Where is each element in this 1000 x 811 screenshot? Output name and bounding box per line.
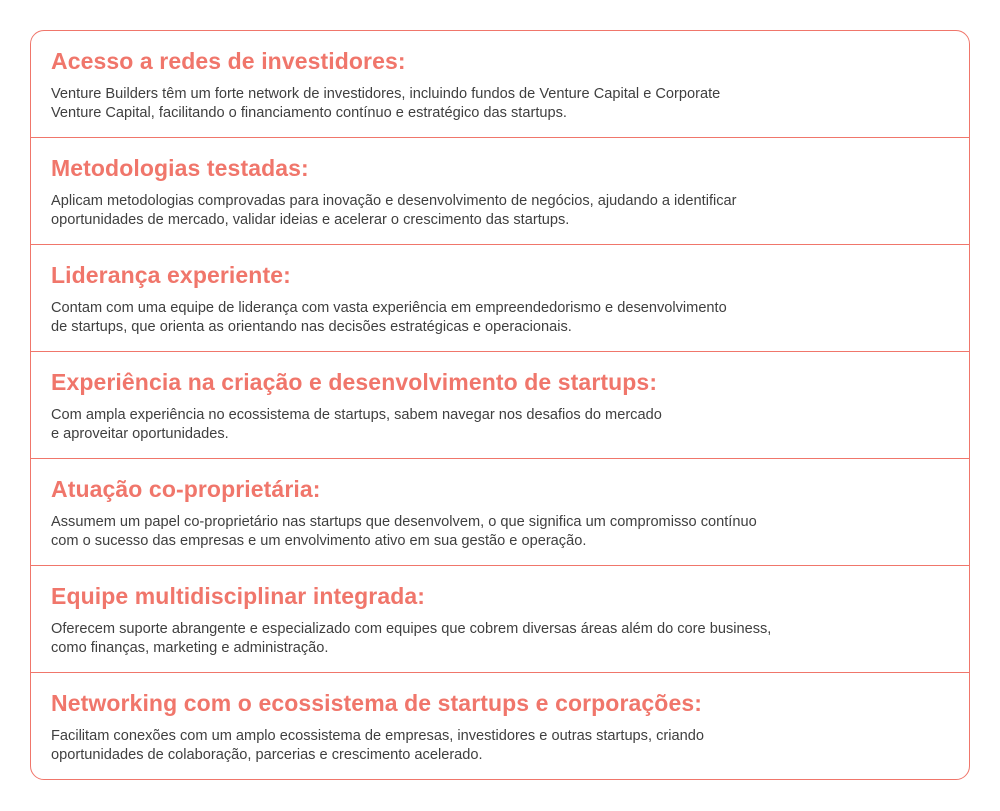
section-networking (31, 673, 969, 779)
section-co-ownership (31, 459, 969, 566)
section-title: Equipe multidisciplinar integrada: (51, 583, 426, 609)
section-title: Metodologias testadas: (51, 155, 309, 181)
section-tested-methodologies (31, 138, 969, 245)
section-description: Facilitam conexões com um amplo ecossistema de empresas, investidores e outras startups, criando oportunidades de colaboração, parcerias e crescimento acelerado. (51, 728, 704, 763)
section-title: Acesso a redes de investidores: (51, 48, 406, 74)
section-description: Oferecem suporte abrangente e especializado com equipes que cobrem diversas áreas além do core business, como finanças, marketing e administração. (51, 621, 772, 656)
section-description: Aplicam metodologias comprovadas para inovação e desenvolvimento de negócios, ajudando a identificar oportunidades de mercado, validar ideias e acelerar o crescimento das startups. (51, 193, 737, 228)
section-description: Venture Builders têm um forte network de investidores, incluindo fundos de Venture Capital e Corporate Venture Capital, facilitando o financiamento contínuo e estratégico das startups. (51, 86, 721, 121)
section-title: Experiência na criação e desenvolvimento de startups: (51, 369, 658, 395)
section-startup-experience (31, 352, 969, 459)
section-title: Atuação co-proprietária: (51, 476, 321, 502)
section-description: Assumem um papel co-proprietário nas startups que desenvolvem, o que significa um compromisso contínuo com o sucesso das empresas e um envolvimento ativo em sua gestão e operação. (51, 514, 757, 549)
section-multidisciplinary-team (31, 566, 969, 673)
section-investor-networks (31, 31, 969, 138)
section-experienced-leadership (31, 245, 969, 352)
feature-card (30, 30, 970, 780)
section-title: Liderança experiente: (51, 262, 291, 288)
section-description: Contam com uma equipe de liderança com vasta experiência em empreendedorismo e desenvolvimento de startups, que orienta as orientando nas decisões estratégicas e operacionais. (51, 300, 727, 335)
section-description: Com ampla experiência no ecossistema de startups, sabem navegar nos desafios do mercado e aproveitar oportunidades. (51, 407, 662, 442)
section-title: Networking com o ecossistema de startups e corporações: (51, 690, 702, 716)
